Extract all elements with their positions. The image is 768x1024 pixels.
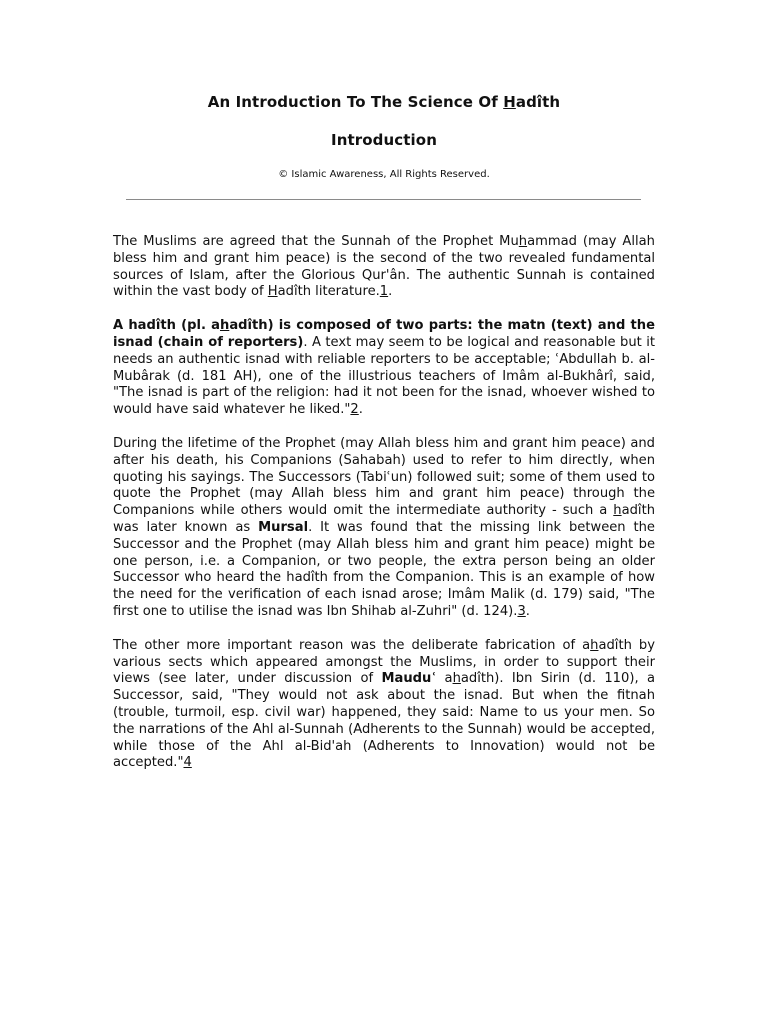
section-heading: Introduction [331,131,437,149]
footnote-link-1[interactable]: 1 [379,284,389,300]
underlined-letter: h [590,637,599,653]
text: . [388,284,393,300]
bold-term: Mauduʿ [381,671,437,687]
underlined-letter: h [518,234,528,249]
footnote-link-3[interactable]: 3 [517,603,526,619]
underlined-letter: h [613,503,622,519]
title-suffix: adîth [515,93,561,111]
text: The Muslims are agreed that the Sunnah of the Prophet Mu [113,234,519,249]
horizontal-divider [126,199,641,200]
title-text: An Introduction To The Science Of [207,93,504,111]
text: adîth). Ibn Sirin (d. 110), a Successor, said, "They would not ask about the isnad. But when the fitnah (trouble, turmoil, esp. civil war) happened, they said: Name to us your men. So the narrations of the Ahl al-Sunnah (Adherents to the Sunnah) would be accepted, while those of the Ahl al-Bid'ah (Adherents to Innovation) would not be accepted." [113,671,656,771]
paragraph-1 [113,234,655,301]
underlined-letter: h [219,318,230,334]
paragraph-2 [113,318,655,419]
text: ammad (may Allah bless him and grant him peace) is the second of the two revealed fundamental sources of Islam, after the Glorious Qur'ân. The authentic Sunnah is contained within the vast body of [113,234,655,300]
text: The other more important reason was the deliberate fabrication of a [113,637,591,653]
bold-term: Mursal [258,519,309,535]
underlined-letter: H [267,284,278,300]
footnote-link-4[interactable]: 4 [183,755,192,771]
text: During the lifetime of the Prophet (may Allah bless him and grant him peace) and after his death, his Companions (Sahabah) used to refer to him directly, when quoting his sayings. The Successors (Tabiʿun) followed suit; some of them used to quote the Prophet (may Allah bless him and grant him peace) through the Companions while others would omit the intermediate authority - such a [113,435,655,519]
text: adîth literature. [277,284,380,300]
footnote-link-2[interactable]: 2 [350,402,359,418]
title-underlined-letter: H [503,93,516,111]
text: adîth) is composed of two parts: the matn (text) and the isnad (chain of reporters) [113,318,655,350]
text: . It was found that the missing link between the Successor and the Prophet (may Allah bless him and grant him peace) might be one person, i.e. a Companion, or two people, the extra person being an older Successor who heard the hadîth from the Companion. This is an example of how the need for the verification of each isnad arose; Imâm Malik (d. 179) said, "The first one to utilise the isnad was Ibn Shihab al-Zuhri" (d. 124). [113,519,655,619]
text: a [436,671,453,687]
text: A hadîth (pl. a [113,318,220,334]
text: . [358,402,363,418]
article-body [113,234,655,789]
text: . [525,603,530,619]
page-title [0,93,768,111]
copyright-notice: © Islamic Awareness, All Rights Reserved. [278,169,490,180]
paragraph-3 [113,436,655,621]
underlined-letter: h [452,671,461,687]
text: adîth was later known as [113,503,655,535]
text: adîth by various sects which appeared amongst the Muslims, in order to support their views (see later, under discussion of [113,637,655,687]
paragraph-4 [113,638,655,772]
text: . A text may seem to be logical and reasonable but it needs an authentic isnad with reliable reporters to be acceptable; ʿAbdullah b. al-Mubârak (d. 181 AH), one of the illustrious teachers of Imâm al-Bukhârî, said, "The isnad is part of the religion: had it not been for the isnad, whoever wished to would have said whatever he liked." [113,334,655,418]
